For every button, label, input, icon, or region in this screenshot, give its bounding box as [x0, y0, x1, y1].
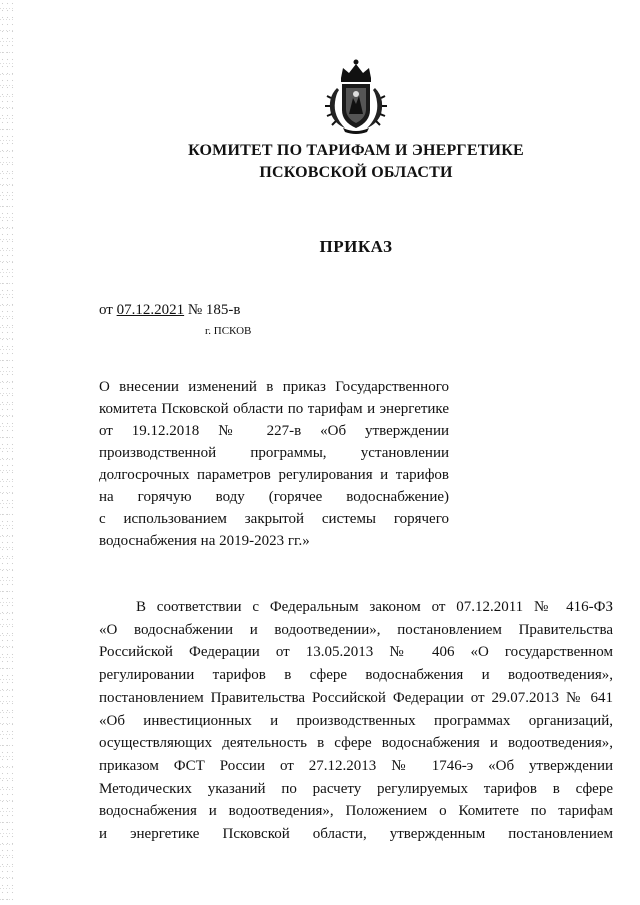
body-line: осуществляющих деятельность в сфере водоснабжения и водоотведения», [99, 735, 613, 752]
body-line: В соответствии с Федеральным законом от 07.12.2011 № 416-ФЗ [136, 599, 613, 615]
subject-line: производственной программы, установлении [99, 445, 449, 461]
subject-line: О внесении изменений в приказ Государственного [99, 379, 449, 395]
document-date: 07.12.2021 [116, 302, 185, 318]
body-line: «Об инвестиционных и производственных программах организаций, [99, 712, 613, 729]
body-line: приказом ФСТ России от 27.12.2013 № 1746-э «Об утверждении [99, 757, 613, 774]
subject-line: водоснабжения на 2019-2023 гг.» [99, 533, 310, 549]
document-date-number [99, 302, 241, 319]
document-title: ПРИКАЗ [319, 237, 393, 256]
order-subject [99, 376, 449, 552]
coat-of-arms-icon [323, 58, 389, 134]
date-prefix: от [99, 302, 113, 318]
subject-line: от 19.12.2018 № 227-в «Об утверждении [99, 423, 449, 439]
body-line: и энергетике Псковской области, утвержденным постановлением [99, 826, 613, 843]
body-line: водоснабжения и водоотведения», Положением о Комитете по тарифам [99, 803, 613, 820]
subject-line: на горячую воду (горячее водоснабжение) [99, 489, 449, 505]
body-line: «О водоснабжении и водоотведении», постановлением Правительства [99, 621, 613, 638]
subject-line: долгосрочных параметров регулирования и тарифов [99, 467, 449, 483]
body-line: Российской Федерации от 13.05.2013 № 406 «О государственном [99, 644, 613, 661]
body-line: постановлением Правительства Российской Федерации от 29.07.2013 № 641 [99, 689, 613, 706]
body-line: Методических указаний по расчету регулируемых тарифов в сфере [99, 780, 613, 797]
document-number: № 185-в [187, 302, 241, 318]
subject-line: с использованием закрытой системы горячего [99, 511, 449, 527]
organization-name-line2: ПСКОВСКОЙ ОБЛАСТИ [259, 164, 453, 181]
subject-line: комитета Псковской области по тарифам и энергетике [99, 401, 449, 417]
order-body-paragraph [99, 596, 613, 846]
document-city: г. ПСКОВ [205, 325, 252, 337]
scan-edge-noise [0, 0, 14, 905]
body-line: регулировании тарифов в сфере водоснабжения и водоотведения», [99, 667, 613, 684]
organization-name-line1: КОМИТЕТ ПО ТАРИФАМ И ЭНЕРГЕТИКЕ [188, 142, 524, 159]
